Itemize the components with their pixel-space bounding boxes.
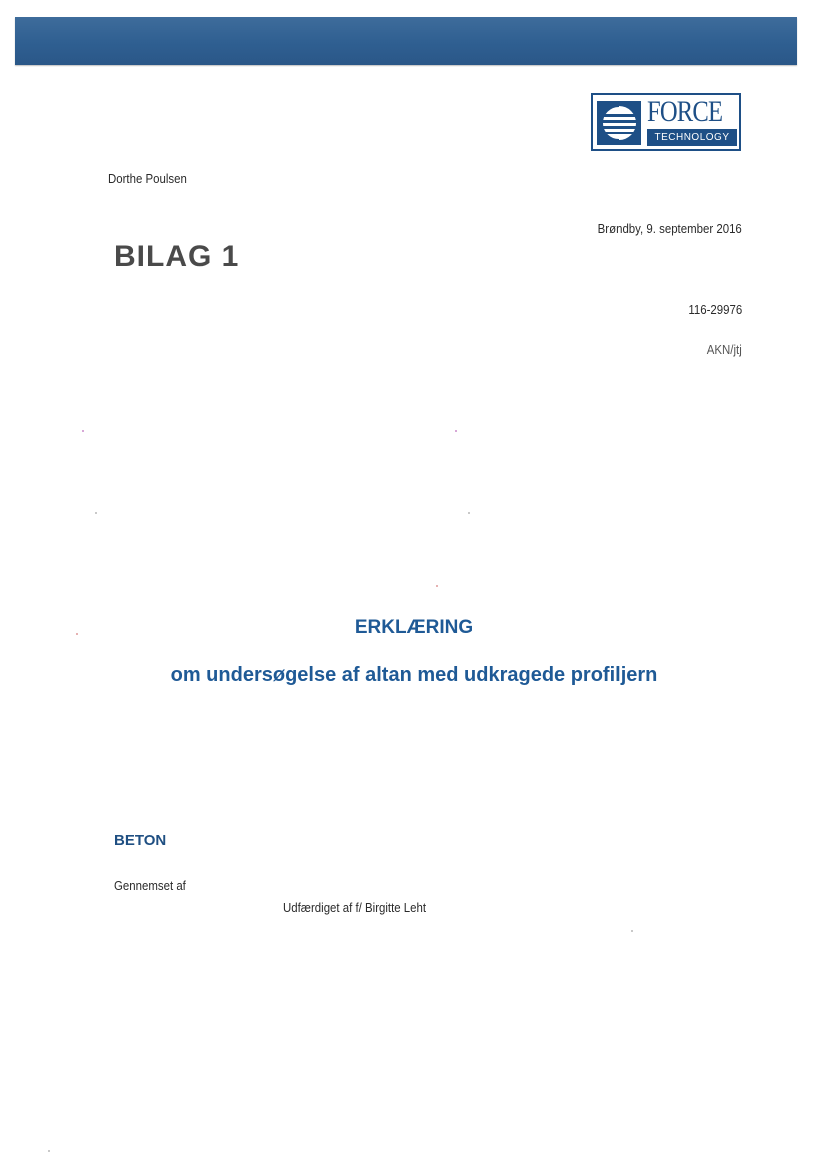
initials: AKN/jtj [707,342,742,357]
declaration-subheading: om undersøgelse af altan med udkragede profiljern [170,664,658,686]
recipient-name: Dorthe Poulsen [108,171,187,186]
scan-speck [76,633,78,635]
document-title: BILAG 1 [114,240,240,273]
scan-speck [631,930,633,932]
logo-word: FORCE [647,95,723,128]
scan-speck [436,585,438,587]
force-technology-logo [591,93,741,151]
scan-speck [468,512,470,514]
scan-speck [455,430,457,432]
logo-tagline: TECHNOLOGY [647,129,737,146]
declaration-heading: ERKLÆRING [354,617,474,638]
scan-speck [82,430,84,432]
scan-speck [48,1150,50,1152]
globe-icon [597,101,641,145]
prepared-by: Udfærdiget af f/ Birgitte Leht [283,900,427,915]
scan-speck [95,512,97,514]
header-band [15,17,797,65]
reviewed-by-label: Gennemset af [114,878,186,893]
case-number: 116-29976 [688,302,742,317]
section-label: BETON [114,832,167,849]
place-date: Brøndby, 9. september 2016 [597,221,742,236]
